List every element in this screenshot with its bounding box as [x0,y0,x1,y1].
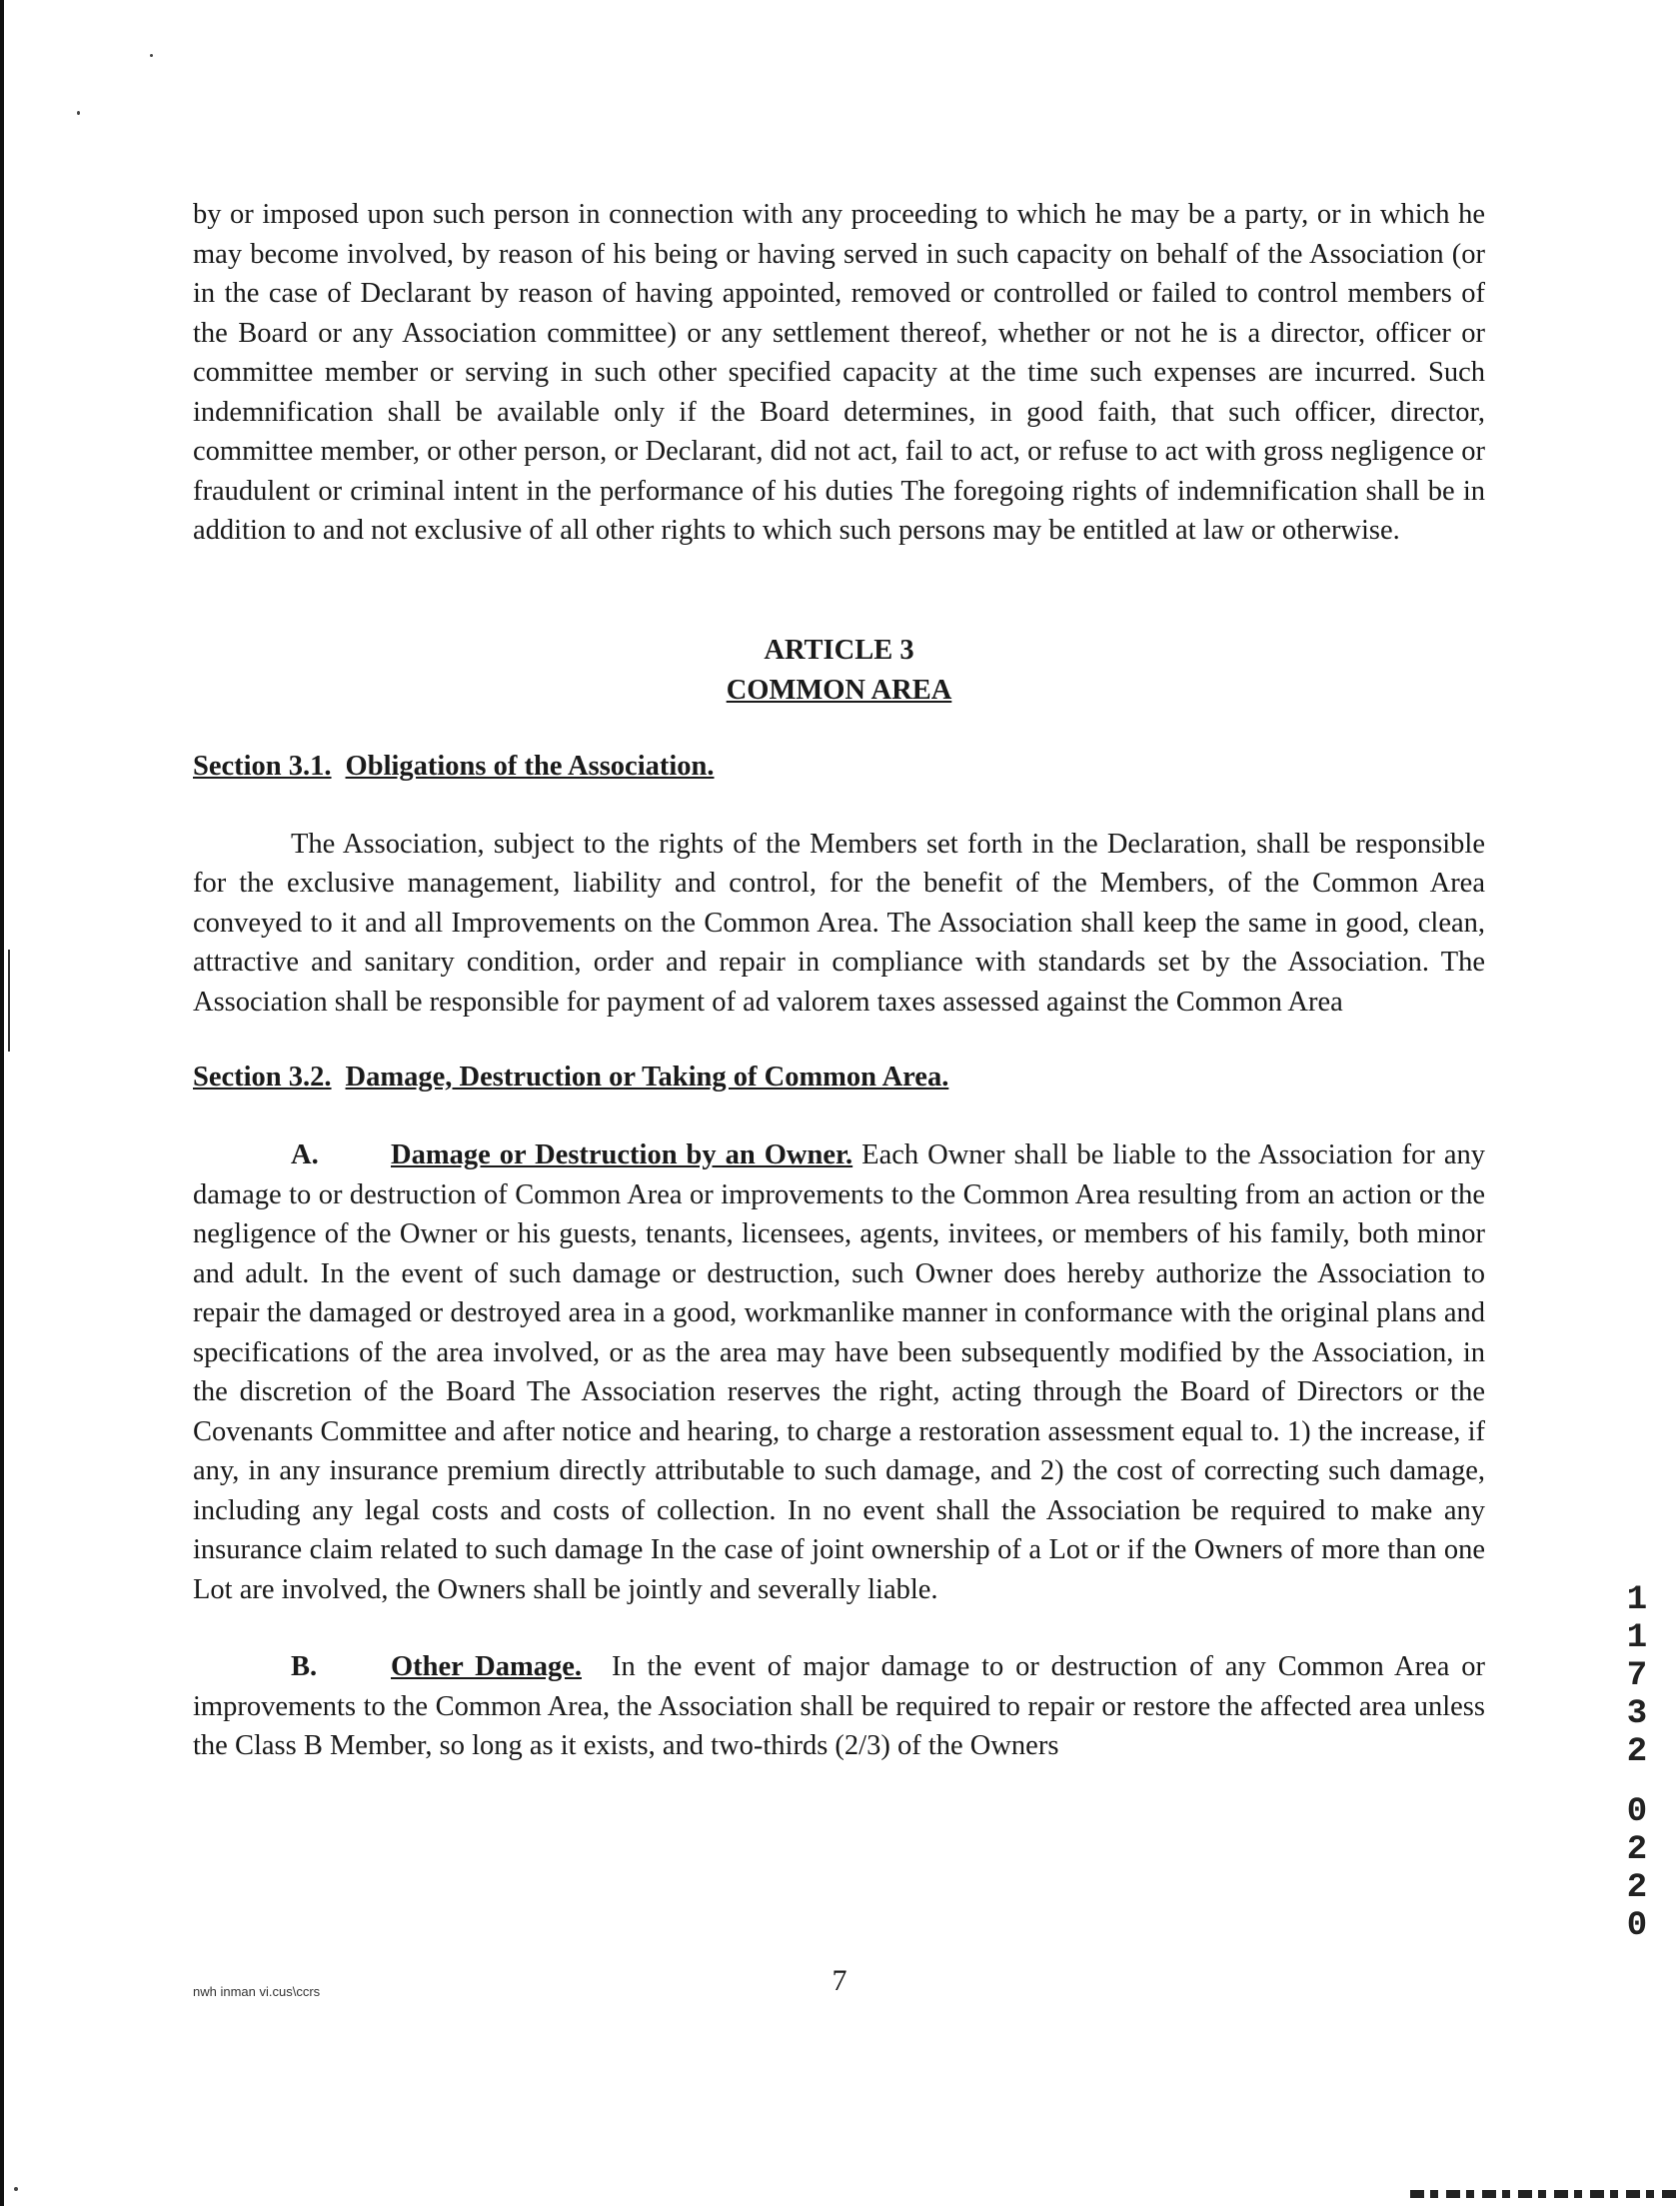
section-3-1-title: Obligations of the Association. [345,750,715,782]
footer-document-code: nwh inman vi.cus\ccrs [193,1984,321,1999]
section-3-2-title: Damage, Destruction or Taking of Common Area. [345,1062,949,1093]
section-3-2-heading [193,1058,1485,1098]
scan-speck [14,2187,18,2191]
subsection-b-letter: B. [291,1651,318,1682]
page-number: 7 [832,1964,847,1997]
stamp-digit: 2 [1626,1869,1648,1907]
scan-edge-marks [1410,2190,1680,2198]
section-3-1-heading [193,747,1485,787]
intro-paragraph: by or imposed upon such person in connection with any proceeding to which he may be a party, or in which he may become involved, by reason of his being or having served in such capacity on behalf of the Association (or in the case of Declarant by reason of having appointed, removed or controlled or failed to control members of the Board or any Association committee) or any settlement thereof, whether or not he is a director, officer or committee member or serving in such other specified capacity at the time such expenses are incurred. Such indemnification shall be available only if the Board determines, in good faith, that such officer, director, committee member, or other person, or Declarant, did not act, fail to act, or refuse to act with gross negligence or fraudulent or criminal intent in the performance of his duties The foregoing rights of indemnification shall be in addition to and not exclusive of all other rights to which such persons may be entitled at law or otherwise. [193,199,1485,546]
article-heading [193,631,1485,711]
subsection-b-body: In the event of major damage to or destruction of any Common Area or improvements to the Common Area, the Association shall be required to repair or restore the affected area unless the Class B Member, so long as it exists, and two-thirds (2/3) of the Owners [193,1651,1485,1761]
article-title: COMMON AREA [726,674,952,706]
subsection-a-body: Each Owner shall be liable to the Association for any damage to or destruction of Common Area or improvements to the Common Area resulting from an action or the negligence of the Owner or his guests, tenants, licensees, agents, invitees, or members of his family, both minor and adult. In the event of such damage or destruction, such Owner does hereby authorize the Association to repair the damaged or destroyed area in a good, workmanlike manner in conformance with the original plans and specifications of the area involved, or as the area may have been subsequently modified by the Association, in the discretion of the Board The Association reserves the right, acting through the Board of Directors or the Covenants Committee and after notice and hearing, to charge a restoration assessment equal to. 1) the increase, if any, in any insurance premium directly attributable to such damage, and 2) the cost of correcting such damage, including any legal costs and costs of collection. In no event shall the Association be required to make any insurance claim related to such damage In the case of joint ownership of a Lot or if the Owners of more than one Lot are involved, the Owners shall be jointly and severally liable. [193,1139,1485,1605]
subsection-b-title: Other Damage. [391,1651,582,1682]
stamp-digit: 0 [1626,1907,1648,1945]
margin-recording-stamp [1617,1581,1657,1945]
stamp-digit: 2 [1626,1733,1648,1771]
stamp-group-1 [1617,1581,1657,1771]
subsection-a [193,1135,1485,1609]
stamp-digit: 0 [1626,1793,1648,1831]
subsection-a-letter: A. [291,1139,319,1170]
stamp-digit: 1 [1626,1619,1648,1657]
article-number: ARTICLE 3 [764,634,914,666]
section-3-2-number: Section 3.2. [193,1062,332,1093]
stamp-digit: 2 [1626,1831,1648,1869]
stamp-digit: 1 [1626,1581,1648,1619]
document-page [193,195,1485,1766]
stamp-group-2 [1617,1793,1657,1945]
subsection-b [193,1647,1485,1766]
section-3-1-number: Section 3.1. [193,750,332,782]
section-3-1-body: The Association, subject to the rights of the Members set forth in the Declaration, shall be responsible for the exclusive management, liability and control, for the benefit of the Members, of the Common Area conveyed to it and all Improvements on the Common Area. The Association shall keep the same in good, clean, attractive and sanitary condition, order and repair in compliance with standards set by the Association. The Association shall be responsible for payment of ad valorem taxes assessed against the Common Area [193,828,1485,1018]
subsection-a-title: Damage or Destruction by an Owner. [391,1139,853,1170]
left-margin-rule [0,0,4,2206]
scan-artifact-line [8,950,10,1052]
scan-speck [150,54,153,57]
scan-speck [77,111,80,115]
stamp-digit: 3 [1626,1695,1648,1733]
stamp-digit: 7 [1626,1657,1648,1695]
